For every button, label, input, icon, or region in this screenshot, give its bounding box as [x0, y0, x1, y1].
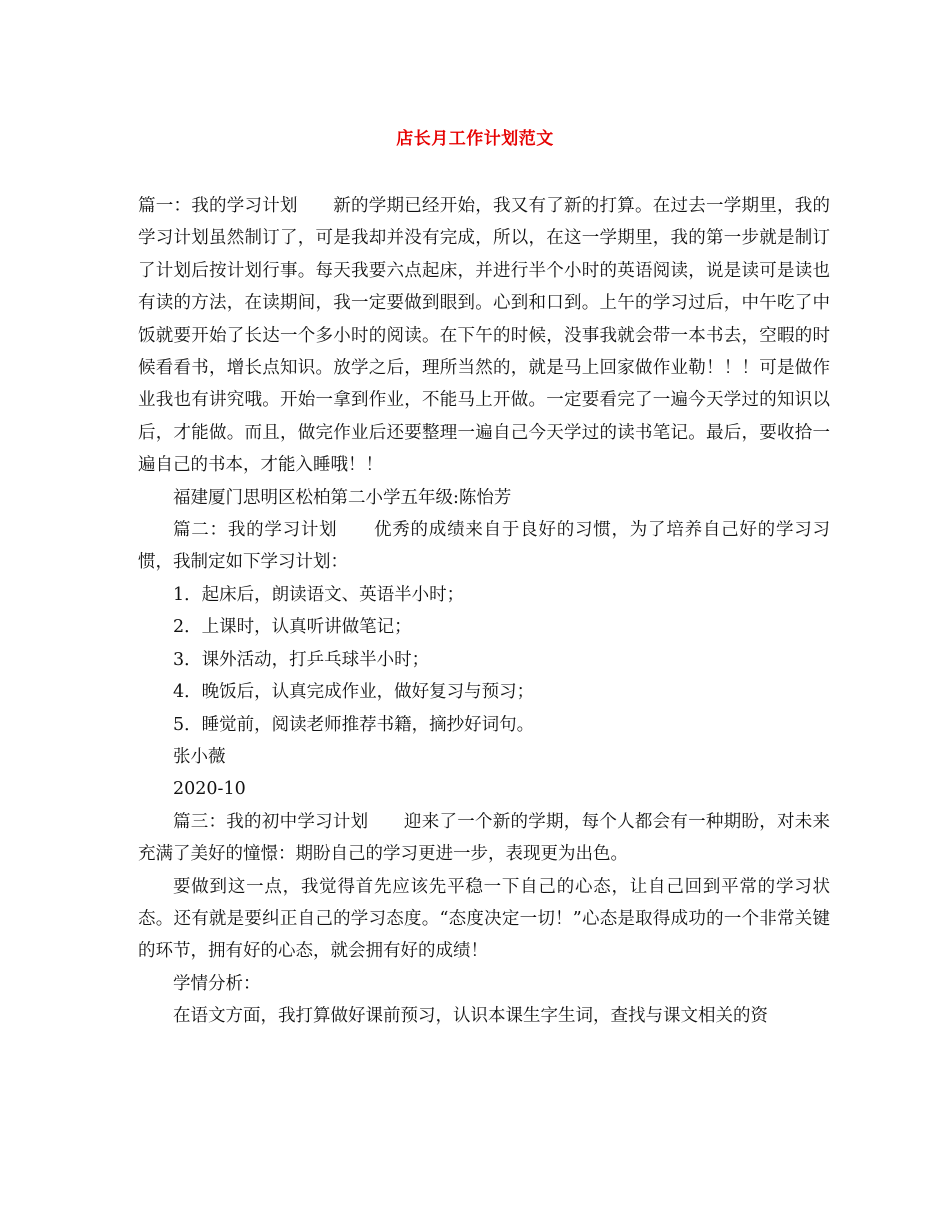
list-item: 1．起床后，朗读语文、英语半小时； — [173, 584, 465, 605]
signature-name: 张小薇 — [173, 746, 226, 767]
paragraph-part-two: 篇二：我的学习计划 优秀的成绩来自于良好的习惯，为了培养自己好的学习习惯，我制定如下学习计划： — [138, 520, 830, 573]
paragraph-part-one: 篇一：我的学习计划 新的学期已经开始，我又有了新的打算。在过去一学期里，我的学习计划虽然制订了，可是我却并没有完成，所以，在这一学期里，我的第一步就是制订了计划后按计划行事。每天我要六点起床，并进行半个小时的英语阅读，说是读可是读也有读的方法，在读期间，我一定要做到眼到。心到和口到。上午的学习过后，中午吃了中饭就要开始了长达一个多小时的阅读。在下午的时候，没事我就会带一本书去，空暇的时候看看书，增长点知识。放学之后，理所当然的，就是马上回家做作业勒！！！可是做作业我也有讲究哦。开始一拿到作业，不能马上开做。一定要看完了一遍今天学过的知识以后，才能做。而且，做完作业后还要整理一遍自己今天学过的读书笔记。最后，要收拾一遍自己的书本，才能入睡哦！！ — [138, 196, 830, 476]
paragraph-part-three: 篇三：我的初中学习计划 迎来了一个新的学期，每个人都会有一种期盼，对未来充满了美好的憧憬：期盼自己的学习更进一步，表现更为出色。 — [138, 811, 830, 865]
list-item: 5．睡觉前，阅读老师推荐书籍，摘抄好词句。 — [173, 714, 535, 735]
list-item: 3．课外活动，打乒乓球半小时； — [173, 649, 430, 670]
list-item: 2．上课时，认真听讲做笔记； — [173, 617, 412, 638]
signature-date: 2020-10 — [173, 779, 246, 800]
paragraph-attitude: 要做到这一点，我觉得首先应该先平稳一下自己的心态，让自己回到平常的学习状态。还有就是要纠正自己的学习态度。“态度决定一切！”心态是取得成功的一个非常关键的环节，拥有好的心态，就会拥有好的成绩！ — [138, 876, 830, 962]
document-body — [138, 190, 830, 1033]
document-title: 店长月工作计划范文 — [396, 129, 554, 149]
paragraph-chinese-study: 在语文方面，我打算做好课前预习，认识本课生字生词，查找与课文相关的资 — [173, 1006, 768, 1027]
list-item: 4．晚饭后，认真完成作业，做好复习与预习； — [173, 682, 535, 703]
paragraph-author-line: 福建厦门思明区松柏第二小学五年级:陈怡芳 — [173, 487, 512, 508]
section-heading-analysis: 学情分析： — [173, 973, 261, 994]
